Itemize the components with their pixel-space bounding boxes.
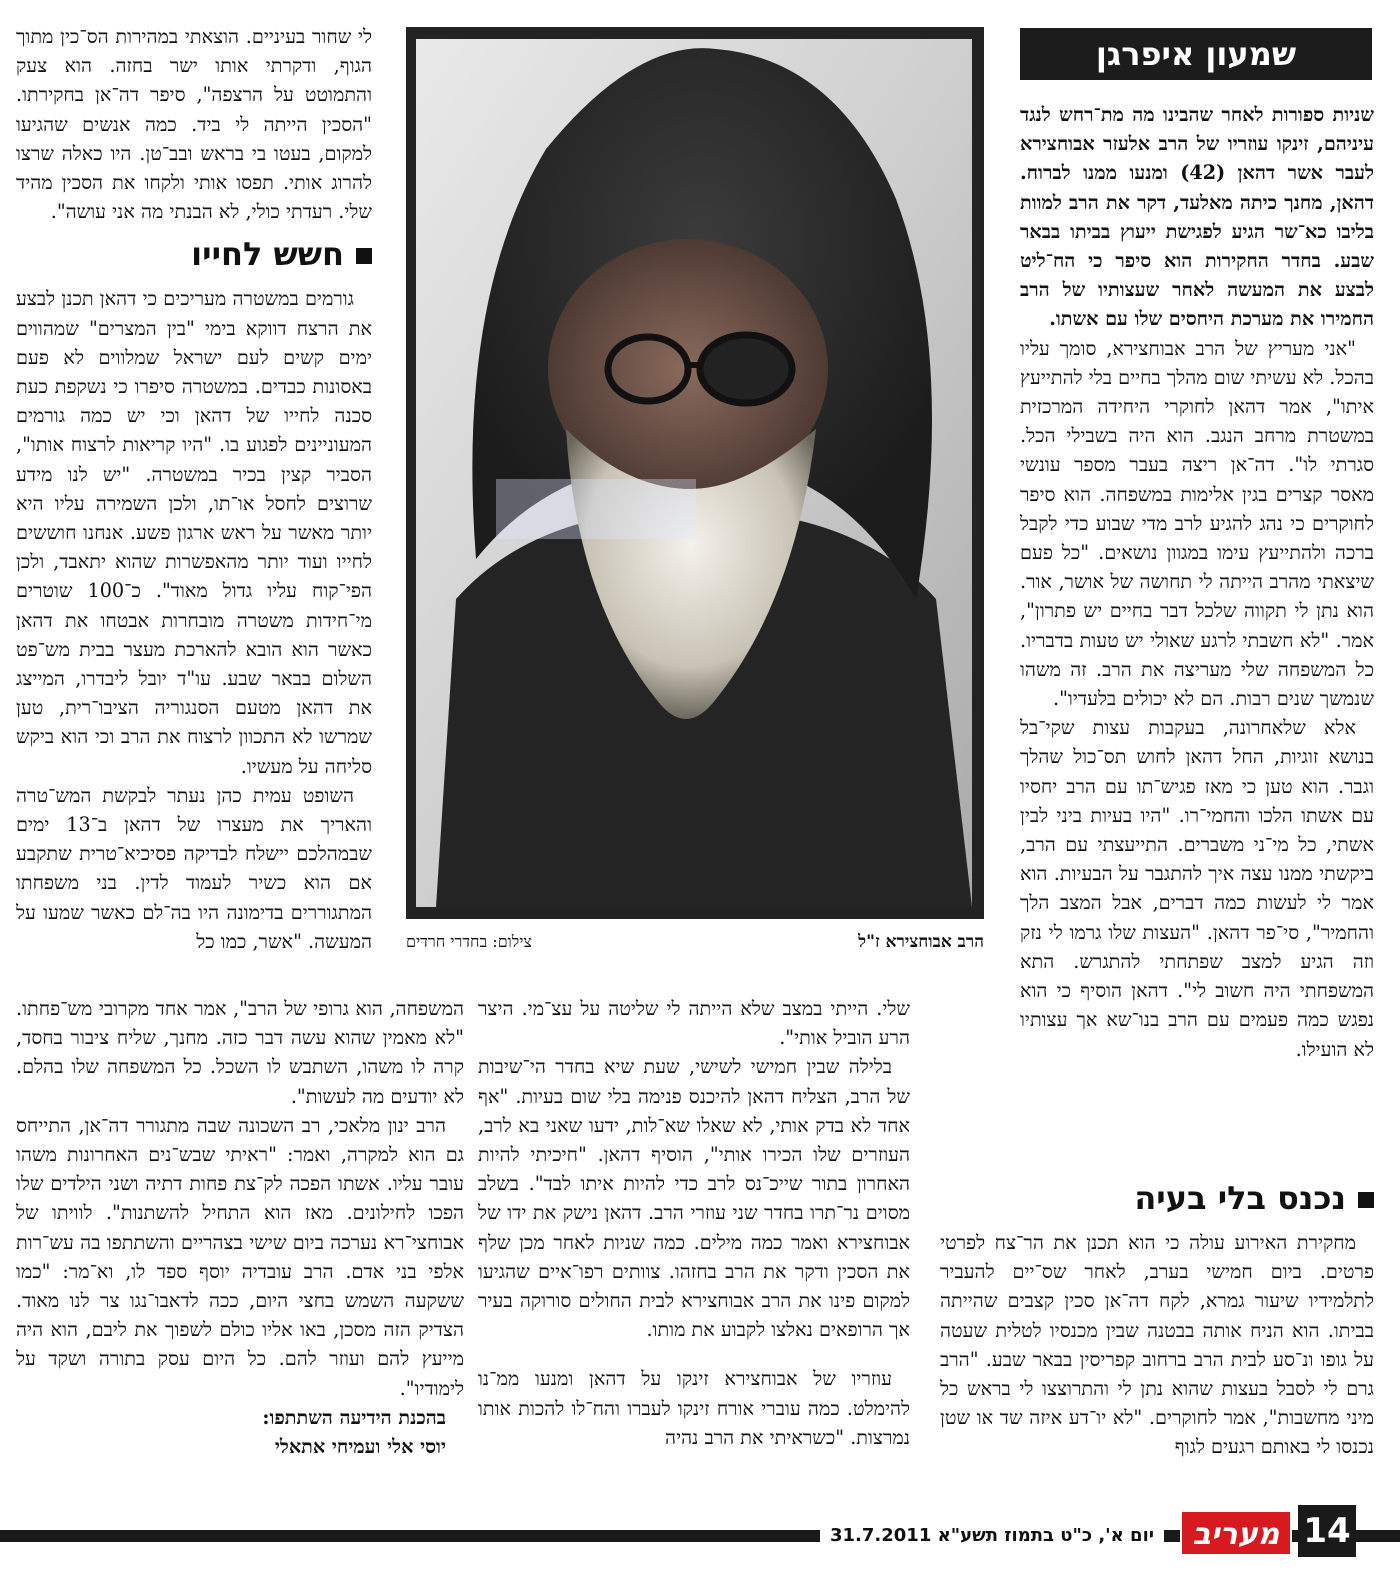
credits-names: יוסי אלי ועמיחי אתאלי bbox=[274, 1435, 446, 1459]
paragraph: עוזריו של אבוחצירא זינקו על דהאן ומנעו ממ־נו להימלט. כמה עוברי אורח זינקו לעברו והח־לו להכות אותו נמרצות. "כשראיתי את הרב נהיה bbox=[478, 1367, 910, 1449]
article-column-middle bbox=[478, 994, 910, 1494]
paragraph: בלילה שבין חמישי לשישי, שעת שיא בחדר הי־שיבות של הרב, הצליח דהאן להיכנס פנימה בלי שום בעיות. "אף אחד לא בדק אותי, לא שאלו שא־לות, ידעו שאני בא לרב, העוזרים שלו הכירו אותי", הוסיף דהאן. "חיכיתי להיות האחרון בתור שייכ־נס לרב כדי להיות איתו לבד". בשלב מסוים נר־תרו בחדר שני עוזרי הרב. דהאן נישק את ידו של אבוחצירא ואמר כמה מילים. כמה שניות לאחר מכן שלף את הסכין ודקר את הרב בחזהו. צוותים רפו־איים שהגיעו למקום פינו את הרב אבוחצירא לבית החולים סורוקה בעיר אך הרופאים נאלצו לקבוע את מותו. bbox=[478, 1055, 910, 1342]
square-bullet-icon bbox=[1358, 1192, 1374, 1208]
paragraph: לי שחור בעיניים. הוצאתי במהירות הס־כין מתוך הגוף, ודקרתי אותו ישר בחזה. הוא צעק והתמוטט על הרצפה", סיפר דה־אן בחקירתו. "הסכין הייתה לי ביד. כמה אנשים שהגיעו למקום, בעטו בי בראש ובב־טן. היו כאלה שרצו להרוג אותי. תפסו אותי ולקחו את הסכין מהיד שלי. רעדתי כולי, לא הבנתי מה אני עושה". bbox=[16, 25, 372, 224]
newspaper-logo: מעריב bbox=[1180, 1510, 1292, 1556]
article-column-right-lower bbox=[940, 1170, 1374, 1500]
article-lead: שניות ספורות לאחר שהבינו מה מת־רחש לנגד עיניהם, זינקו עוזריו של הרב אלעזר אבוחצירא לעבר אשר דהאן (42) ומנעו ממנו לברוח. דהאן, מחנך כיתה מאלעד, דקר את הרב למוות בליבו כא־שר הגיע לפגישת ייעוץ בביתו בבאר שבע. בחדר החקירות הוא סיפר כי הח־ליט לבצע את המעשה לאחר שעצותיו של הרב החמירו את מערכת היחסים שלו עם אשתו. bbox=[1020, 103, 1374, 331]
paragraph: שלי. הייתי במצב שלא הייתה לי שליטה על עצ־מי. היצר הרע הוביל אותי". bbox=[478, 997, 910, 1050]
credits-label: בהכנת הידיעה השתתפו: bbox=[262, 1405, 446, 1429]
paragraph: אלא שלאחרונה, בעקבות עצות שקי־בל בנושא זוגיות, החל דהאן לחוש תס־כול שהלך וגבר. הוא טען כי מאז פגיש־תו עם הרב יחסיו עם אשתו הלכו והחמי־רו. "היו בעיות ביני לבין אשתי, כל מי־ני משברים. התייעצתי עם הרב, ביקשתי ממנו עצה איך להתגבר על הבעיות. הוא אמר לי לעשות כמה דברים, אבל המצב הלך והחמיר", סי־פר דהאן. "העצות שלו גרמו לי נזק וזה הגיע למצב שפתחתי להתגרש. התא המשפחתי היה חשוב לי". דהאן הוסיף כי הוא נפגש כמה פעמים עם הרב בנו־שא אך עצותיו לא הועילו. bbox=[1020, 716, 1374, 1061]
square-bullet-icon bbox=[356, 248, 372, 264]
subheading-no-problem: נכנס בלי בעיה bbox=[940, 1176, 1374, 1220]
page-number: 14 bbox=[1298, 1505, 1356, 1557]
photo-credit: צילום: בחדרי חרדים bbox=[406, 932, 532, 951]
paragraph: הרב ינון מלאכי, רב השכונה שבה מתגורר דה־אן, התייחס גם הוא למקרה, ואמר: "ראיתי שבש־נים האחרונות משהו עובר עליו. אשתו הפכה לק־צת פחות דתיה ושני הילדים שלו הפכו לחילונים. מאז הוא התחיל להשתנות". לוויתו של אבוחצי־רא נערכה ביום שישי בצהריים והשתתפו בה עש־רות אלפי בני אדם. הרב עובדיה יוסף ספד לו, וא־מר: "כמו ששקעה השמש בחצי היום, ככה לדאבו־נגו צר לנו מאוד. הצדיק הזה מסכן, באו אליו כולם לשפוך את ליבם, הוא היה מייעץ להם ועוזר להם. כל היום עסק בתורה ושקד על לימודיו". bbox=[16, 1113, 464, 1400]
issue-date: יום א', כ"ט בתמוז תשע"א 31.7.2011 bbox=[820, 1523, 1164, 1549]
paragraph: השופט עמית כהן נעתר לבקשת המש־טרה והאריך את מעצרו של דהאן ב־13 ימים שבמהלכם יישלח לבדיקה פסיכיא־טרית שתקבע אם הוא כשיר לעמוד לדין. בני משפחתו המתגוררים בדימונה היו בה־לם כאשר שמעו על המעשה. "אשר, כמו כל bbox=[16, 783, 372, 953]
paragraph: מחקירת האירוע עולה כי הוא תכנן את הר־צח לפרטי פרטים. ביום חמישי בערב, לאחר שס־יים להעביר לתלמידיו שיעור גמרא, לקח דה־אן סכין קצבים שהייתה בביתו. הוא הניח אותה בבטנה שבין מכנסיו לטלית שעטה על גופו ונ־סע לבית הרב ברחוב קפריסין בבאר שבע. "הרב גרם לי לסבל בעצות שהוא נתן לי והתרוצצו לי בראש כל מיני מחשבות", אמר לחוקרים. "לא יו־דע איזה שד או שטן נכנסו לי באותם רגעים לגוף bbox=[940, 1231, 1374, 1459]
rabbi-photo bbox=[416, 39, 972, 907]
paragraph: המשפחה, הוא גרופי של הרב", אמר אחד מקרובי מש־פחתו. "לא מאמין שהוא עשה דבר כזה. מחנך, שליח ציבור בחסד, קרה לו משהו, השתבש לו השכל. כל המשפחה שלו בהלם. לא יודעים מה לעשות". bbox=[16, 997, 464, 1108]
photo-caption: הרב אבוחצירא ז"ל bbox=[858, 932, 984, 952]
author-name: שמעון איפרגן bbox=[1020, 28, 1372, 80]
subheading-fear-for-life: חשש לחייו bbox=[16, 232, 372, 276]
rabbi-portrait-icon bbox=[416, 39, 972, 907]
paragraph: גורמים במשטרה מעריכים כי דהאן תכנן לבצע את הרצח דווקא בימי "בין המצרים" שמהווים ימים קשים לעם ישראל שמלווים לא פעם באסונות כבדים. במשטרה סיפרו כי נשקפת כעת סכנה לחייו של דהאן וכי יש כמה גורמים המעוניינים לפגוע בו. "היו קריאות לרצוח אותו", הסביר קצין בכיר במשטרה. "יש לנו מידע שרוצים לחסל או־תו, ולכן השמירה עליו היא יותר מאשר על ראש ארגון פשע. אנחנו חוששים לחייו ועוד יותר מהאפשרות שהוא יתאבד, ולכן הפי־קוח עליו גדול מאוד". כ־100 שוטרים מי־חידות משטרה מובחרות אבטחו את דהאן כאשר הוא הובא להארכת מעצר בבית מש־פט השלום בבאר שבע. עו"ד יובל ליבדרו, המייצג את דהאן מטעם הסנגוריה הציבו־רית, טען שמרשו לא התכוון לרצוח את הרב וכי הוא ביקש סליחה על מעשיו. bbox=[16, 287, 372, 778]
article-column-left-lower bbox=[16, 994, 464, 1484]
paragraph: "אני מעריץ של הרב אבוחצירא, סומך עליו בהכל. לא עשיתי שום מהלך בחיים בלי להתייעץ איתו", אמר דהאן לחוקרי היחידה המרכזית במשטרת מרחב הנגב. הוא היה בשבילי הכל. סגרתי לו". דה־אן ריצה בעבר מספר עונשי מאסר קצרים בגין אלימות במשפחה. הוא סיפר לחוקרים כי נהג להגיע לרב מדי שבוע כדי לקבל ברכה ולהתייעץ עימו במגוון נושאים. "כל פעם שיצאתי מהרב הייתה לי תחושה של אושר, אור. הוא נתן לי תקווה שלכל דבר בחיים יש פתרון", אמר. "לא חשבתי לרגע שאולי יש טעות בדבריו. כל המשפחה שלי מעריצה את הרב. זה משהו שנמשך שנים רבות. הם לא יכולים בלעדיו". bbox=[1020, 336, 1374, 711]
article-column-left bbox=[16, 22, 372, 992]
